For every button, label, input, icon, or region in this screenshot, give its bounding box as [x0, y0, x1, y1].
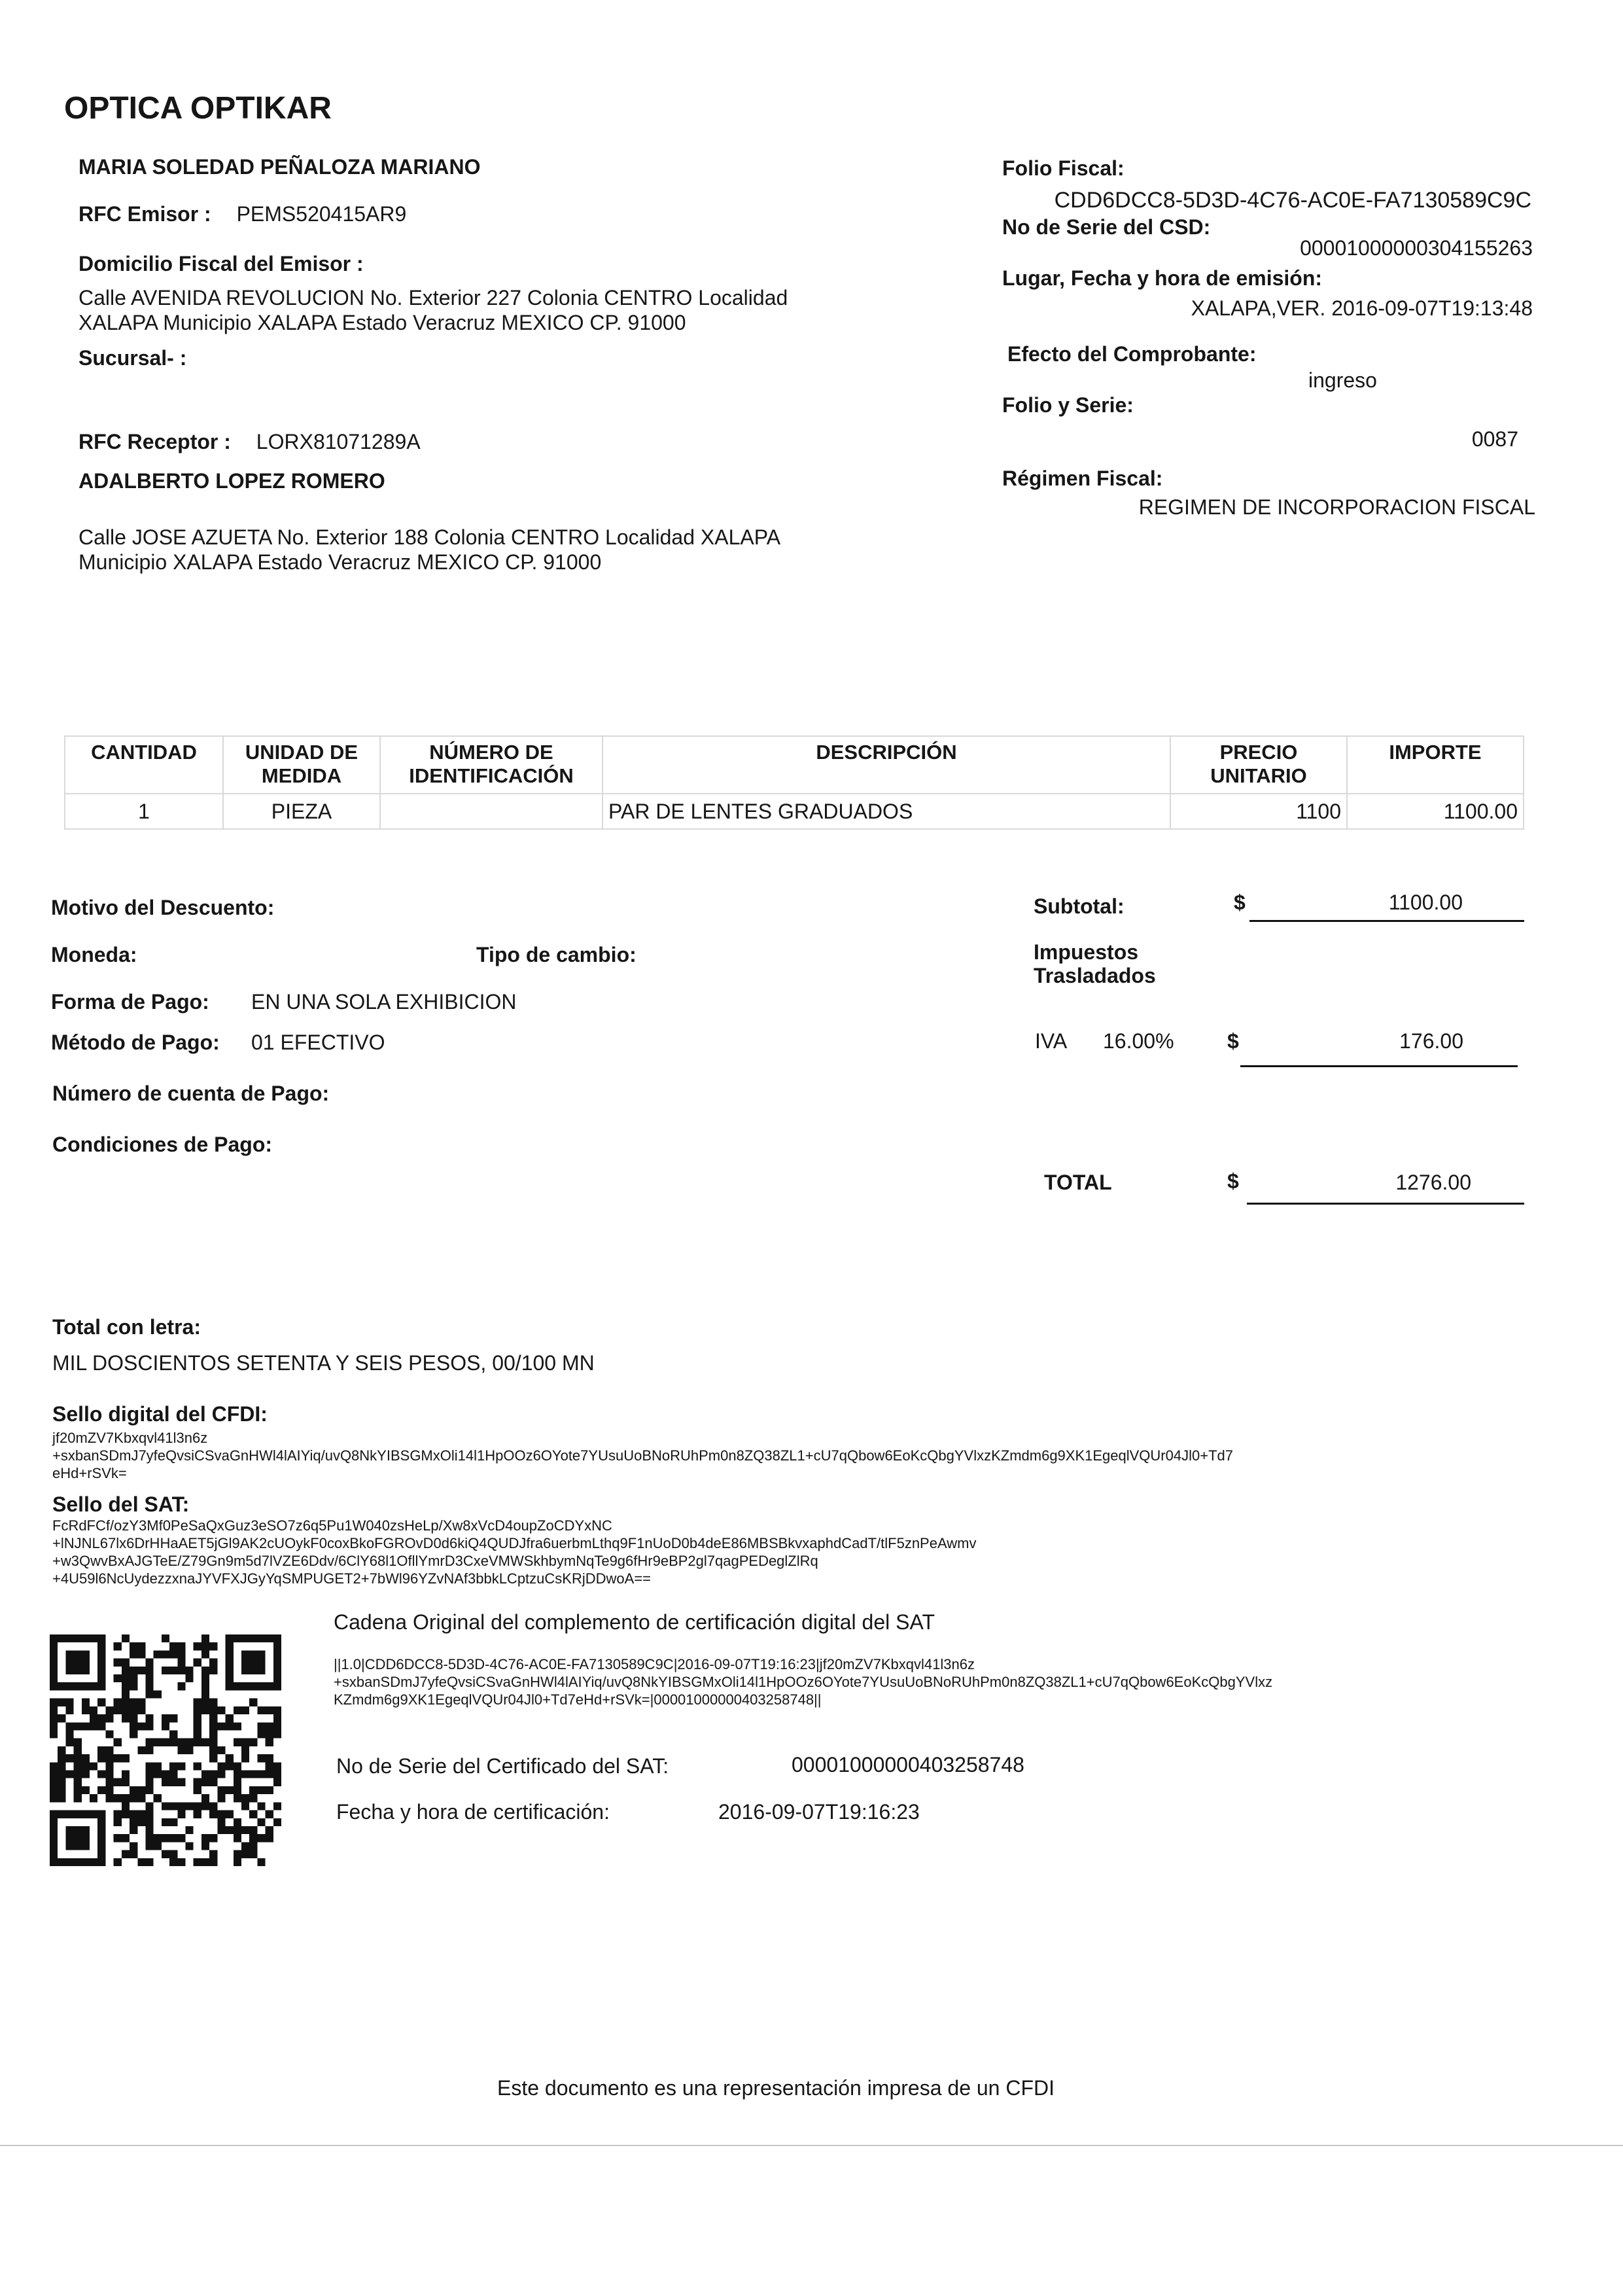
certification-date-label: Fecha y hora de certificación: — [336, 1800, 610, 1824]
issuer-address-line1: Calle AVENIDA REVOLUCION No. Exterior 227 Colonia CENTRO Localidad — [79, 286, 788, 309]
payment-method-label: Método de Pago: — [51, 1031, 220, 1054]
chain-line: ||1.0|CDD6DCC8-5D3D-4C76-AC0E-FA7130589C9C|2016-09-07T19:16:23|jf20mZV7Kbxqvl41l3n6z — [334, 1656, 975, 1672]
total-underline — [1247, 1203, 1524, 1205]
payment-form-label: Forma de Pago: — [51, 990, 209, 1014]
effect-value: ingreso — [1308, 368, 1377, 392]
iva-label: IVA — [1035, 1029, 1068, 1053]
emission-label: Lugar, Fecha y hora de emisión: — [1002, 266, 1323, 290]
folio-fiscal: CDD6DCC8-5D3D-4C76-AC0E-FA7130589C9C — [1054, 188, 1531, 213]
currency-label: Moneda: — [51, 943, 137, 966]
subtotal-underline — [1249, 920, 1524, 922]
iva-currency: $ — [1227, 1029, 1239, 1053]
cfdi-seal-label: Sello digital del CFDI: — [52, 1402, 268, 1426]
header-unit: UNIDAD DE MEDIDA — [223, 736, 380, 794]
issuer-address-line2: XALAPA Municipio XALAPA Estado Veracruz MEXICO CP. 91000 — [79, 311, 686, 334]
header-description: DESCRIPCIÓN — [602, 736, 1170, 794]
sat-seal-line: +w3QwvBxAJGTeE/Z79Gn9m5d7lVZE6Ddv/6ClY68l1OfllYmrD3CxeVMWSkhbymNqTe9g6fHr9eBP2gl7qagPEDeglZlRq — [52, 1553, 818, 1569]
emission-value: XALAPA,VER. 2016-09-07T19:13:48 — [1191, 296, 1533, 320]
amount-words-label: Total con letra: — [52, 1315, 201, 1339]
cell-description: PAR DE LENTES GRADUADOS — [602, 794, 1170, 829]
items-table — [64, 735, 1524, 830]
exchange-label: Tipo de cambio: — [476, 943, 637, 966]
sat-seal-label: Sello del SAT: — [52, 1492, 190, 1516]
taxes-label-2: Trasladados — [1034, 964, 1156, 987]
chain-title: Cadena Original del complemento de certificación digital del SAT — [334, 1610, 935, 1634]
taxes-label-1: Impuestos — [1034, 940, 1139, 964]
receiver-name: ADALBERTO LOPEZ ROMERO — [79, 469, 385, 493]
csd-label: No de Serie del CSD: — [1002, 215, 1211, 239]
branch-label: Sucursal- : — [79, 346, 187, 370]
regime-label: Régimen Fiscal: — [1002, 467, 1163, 490]
issuer-name: MARIA SOLEDAD PEÑALOZA MARIANO — [79, 155, 481, 179]
total-currency: $ — [1227, 1169, 1239, 1193]
conditions-label: Condiciones de Pago: — [52, 1133, 273, 1156]
cell-unit-price: 1100 — [1170, 794, 1347, 829]
receiver-rfc-label: RFC Receptor : — [79, 430, 231, 453]
receiver-rfc: LORX81071289A — [256, 430, 421, 453]
header-amount: IMPORTE — [1347, 736, 1524, 794]
effect-label: Efecto del Comprobante: — [1007, 342, 1257, 366]
chain-line: KZmdm6g9XK1EgeqlVQUr04Jl0+Td7eHd+rSVk=|00001000000403258748|| — [334, 1691, 822, 1708]
cell-quantity: 1 — [65, 794, 223, 829]
qr-code-image — [50, 1633, 281, 1867]
sat-seal — [52, 1517, 976, 1587]
cfdi-seal-line: +sxbanSDmJ7yfeQvsiCSvaGnHWl4lAIYiq/uvQ8NkYIBSGMxOli14l1HpOOz6OYote7YUsuUoBNoRUhPm0n8ZQ38ZL1+cU7qQbow6EoKcQbgYVlxzKZmdm6g9XK1EgeqlVQUr04Jl0+Td7 — [52, 1447, 1233, 1464]
subtotal-currency: $ — [1234, 891, 1246, 914]
receiver-address-line2: Municipio XALAPA Estado Veracruz MEXICO CP. 91000 — [79, 550, 602, 574]
folio-fiscal-label: Folio Fiscal: — [1002, 156, 1125, 180]
sat-seal-line: +lNJNL67lx6DrHHaAET5jGl9AK2cUOykF0coxBkoFGROvD0d6kiQ4QUDJfra6uerbmLthq9F1nUoD0b4deE86MBSBkvxaphdCadT/tlF5znPeAwmv — [52, 1535, 977, 1551]
cell-amount: 1100.00 — [1347, 794, 1524, 829]
regime-value: REGIMEN DE INCORPORACION FISCAL — [1138, 495, 1535, 519]
folio-serie-label: Folio y Serie: — [1002, 393, 1134, 417]
header-quantity: CANTIDAD — [65, 736, 223, 794]
table-row — [65, 794, 1524, 829]
iva-value: 176.00 — [1399, 1029, 1463, 1053]
page-bottom-line — [0, 2145, 1623, 2146]
sat-seal-line: +4U59l6NcUydezzxnaJYVFXJGyYqSMPUGET2+7bWl96YZvNAf3bbkLCptzuCsKRjDDwoA== — [52, 1570, 652, 1587]
iva-rate: 16.00% — [1103, 1029, 1174, 1053]
issuer-address-label: Domicilio Fiscal del Emisor : — [79, 252, 364, 275]
payment-method: 01 EFECTIVO — [251, 1031, 385, 1054]
account-label: Número de cuenta de Pago: — [52, 1082, 330, 1105]
chain-text — [334, 1655, 1272, 1708]
discount-label: Motivo del Descuento: — [51, 896, 275, 919]
footer-note: Este documento es una representación impresa de un CFDI — [497, 2076, 1055, 2100]
cell-identification — [380, 794, 602, 829]
subtotal-value: 1100.00 — [1388, 891, 1463, 914]
cfdi-seal-line: jf20mZV7Kbxqvl41l3n6z — [52, 1430, 208, 1446]
receiver-rfc-row — [79, 429, 421, 454]
payment-form: EN UNA SOLA EXHIBICION — [251, 990, 517, 1014]
company-name: OPTICA OPTIKAR — [64, 91, 332, 126]
total-label: TOTAL — [1044, 1171, 1112, 1194]
receiver-address-line1: Calle JOSE AZUETA No. Exterior 188 Colonia CENTRO Localidad XALAPA — [79, 525, 781, 549]
csd-serial: 00001000000304155263 — [1300, 236, 1533, 260]
iva-underline — [1240, 1065, 1518, 1067]
subtotal-label: Subtotal: — [1034, 894, 1125, 918]
sat-certificate-serial: 00001000000403258748 — [792, 1753, 1024, 1776]
issuer-rfc: PEMS520415AR9 — [236, 202, 407, 226]
issuer-rfc-label: RFC Emisor : — [79, 202, 211, 226]
header-unit-price: PRECIO UNITARIO — [1170, 736, 1347, 794]
cfdi-seal — [52, 1429, 1233, 1482]
chain-line: +sxbanSDmJ7yfeQvsiCSvaGnHWl4lAIYiq/uvQ8NkYIBSGMxOli14l1HpOOz6OYote7YUsuUoBNoRUhPm0n8ZQ38ZL1+cU7qQbow6EoKcQbgYVlxz — [334, 1674, 1273, 1690]
total-value: 1276.00 — [1395, 1171, 1471, 1194]
sat-seal-line: FcRdFCf/ozY3Mf0PeSaQxGuz3eSO7z6q5Pu1W040zsHeLp/Xw8xVcD4oupZoCDYxNC — [52, 1517, 612, 1534]
table-header-row — [65, 736, 1524, 794]
folio-serie: 0087 — [1471, 427, 1518, 451]
sat-certificate-serial-label: No de Serie del Certificado del SAT: — [336, 1754, 669, 1778]
cell-unit: PIEZA — [223, 794, 380, 829]
issuer-rfc-row — [79, 202, 406, 226]
header-identification: NÚMERO DE IDENTIFICACIÓN — [380, 736, 602, 794]
certification-date: 2016-09-07T19:16:23 — [718, 1800, 920, 1824]
cfdi-seal-line: eHd+rSVk= — [52, 1465, 127, 1481]
amount-words: MIL DOSCIENTOS SETENTA Y SEIS PESOS, 00/100 MN — [52, 1351, 595, 1375]
